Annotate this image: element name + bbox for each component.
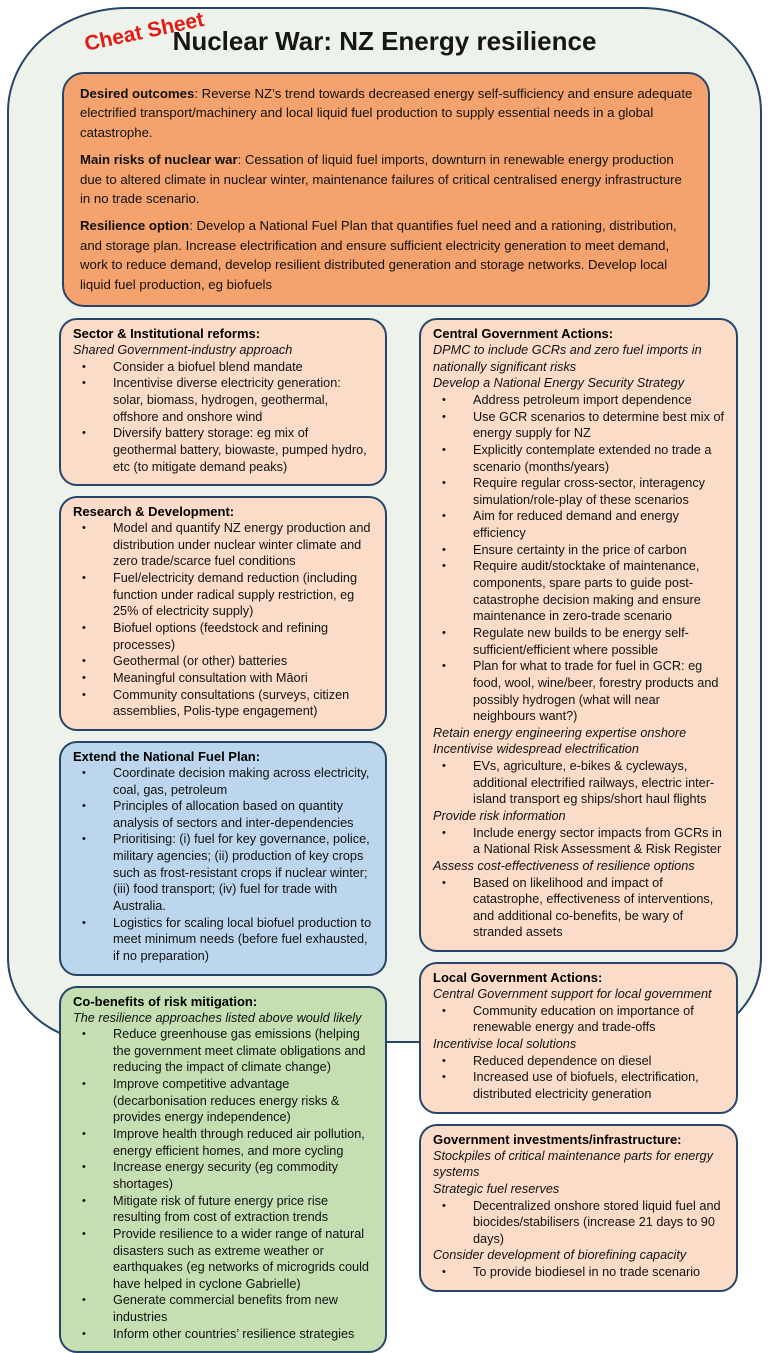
bullet-icon: •	[442, 826, 446, 839]
bullet-text: Include energy sector impacts from GCRs in a National Risk Assessment & Risk Register	[473, 825, 722, 857]
bullet-item	[433, 1003, 725, 1036]
bullet-icon: •	[442, 393, 446, 406]
bullet-icon: •	[82, 1128, 86, 1141]
bullet-text: Fuel/electricity demand reduction (including function under radical supply restriction, eg 25% of electricity supply)	[113, 571, 358, 619]
bullet-text: Increase energy security (eg commodity shortages)	[113, 1160, 338, 1191]
box-government-investments-infrastructure	[419, 1124, 738, 1292]
subheading: Develop a National Energy Security Strategy	[433, 376, 685, 391]
bullet-item	[433, 442, 725, 475]
bullet-item	[433, 1053, 725, 1070]
bullet-text: Inform other countries’ resilience strategies	[113, 1326, 355, 1341]
bullet-text: Meaningful consultation with Māori	[113, 670, 308, 685]
bullet-item	[73, 375, 374, 425]
subheading: Retain energy engineering expertise onshore	[433, 725, 687, 740]
summary-paragraph-label: Main risks of nuclear war	[80, 152, 238, 168]
subheading: Central Government support for local government	[433, 987, 712, 1002]
bullet-item	[73, 570, 374, 620]
bullet-text: Require audit/stocktake of maintenance, components, spare parts to guide post-catastrophe decision making and ensure maintenance in zero-trade scenario	[473, 559, 701, 624]
subheading: Provide risk information	[433, 809, 566, 823]
box-title: Central Government Actions:	[433, 326, 614, 342]
bullet-item	[73, 1226, 374, 1293]
bullet-text: Explicitly contemplate extended no trade a scenario (months/years)	[473, 442, 712, 474]
bullet-item	[73, 359, 374, 376]
bullet-item	[73, 1026, 374, 1076]
bullet-item	[73, 620, 374, 653]
subheading: The resilience approaches listed above would likely	[73, 1010, 362, 1025]
bullet-item	[433, 875, 725, 942]
subheading: Assess cost-effectiveness of resilience options	[433, 858, 695, 873]
subheading: Incentivise widespread electrification	[433, 742, 639, 757]
page-title: Nuclear War: NZ Energy resilience	[172, 26, 597, 56]
bullet-icon: •	[442, 1266, 446, 1279]
summary-paragraph-label: Desired outcomes	[80, 86, 195, 101]
columns	[59, 318, 725, 1353]
box-title: Sector & Institutional reforms:	[73, 326, 261, 342]
bullet-item	[73, 1326, 374, 1343]
bullet-item	[433, 1264, 725, 1281]
bullet-item	[433, 542, 725, 559]
bullet-item	[73, 1193, 374, 1226]
summary-paragraph	[80, 150, 693, 208]
bullet-icon: •	[442, 760, 446, 773]
bullet-item	[73, 687, 374, 720]
bullet-icon: •	[82, 522, 86, 535]
box-title: Government investments/infrastructure:	[433, 1131, 682, 1147]
bullet-icon: •	[82, 1028, 86, 1041]
bullet-icon: •	[82, 572, 86, 585]
box-title: Co-benefits of risk mitigation:	[73, 993, 258, 1009]
bullet-icon: •	[442, 1199, 446, 1212]
bullet-icon: •	[442, 626, 446, 639]
subheading: Stockpiles of critical maintenance parts for energy systems	[433, 1148, 713, 1180]
bullet-text: Geothermal (or other) batteries	[113, 654, 288, 669]
bullet-icon: •	[82, 1194, 86, 1207]
summary-box	[62, 72, 710, 307]
bullet-text: Improve health through reduced air pollution, energy efficient homes, and more cycling	[113, 1127, 365, 1158]
page-header	[9, 9, 760, 63]
bullet-item	[433, 409, 725, 442]
bullet-item	[433, 1198, 725, 1248]
bullet-item	[73, 670, 374, 687]
subheading: Shared Government-industry approach	[73, 343, 293, 358]
bullet-icon: •	[82, 1327, 86, 1340]
bullet-text: Diversify battery storage: eg mix of geothermal battery, biowaste, pumped hydro, etc (to mitigate demand peaks)	[113, 426, 367, 474]
bullet-text: Mitigate risk of future energy price rise resulting from cost of extraction trends	[113, 1193, 329, 1225]
bullet-icon: •	[82, 766, 86, 779]
bullet-icon: •	[442, 410, 446, 423]
box-sector-institutional-reforms	[59, 318, 387, 486]
bullet-text: Increased use of biofuels, electrification, distributed electricity generation	[473, 1070, 699, 1101]
bullet-item	[73, 1159, 374, 1192]
left-column	[59, 318, 387, 1353]
summary-paragraphs	[80, 84, 693, 294]
bullet-text: EVs, agriculture, e-bikes & cycleways, additional electrified railways, electric inter-island transport eg ships/short haul flights	[473, 759, 715, 807]
bullet-icon: •	[442, 477, 446, 490]
bullet-text: Reduce greenhouse gas emissions (helping the government meet climate obligations and reducing the impact of climate change)	[113, 1027, 366, 1075]
bullet-icon: •	[82, 671, 86, 684]
bullet-item	[433, 475, 725, 508]
bullet-item	[73, 520, 374, 570]
bullet-text: Provide resilience to a wider range of natural disasters such as extreme weather or earthquakes (eg networks of microgrids could have helped in cyclone Gabrielle)	[113, 1226, 369, 1291]
bullet-icon: •	[442, 660, 446, 673]
bullet-item	[73, 831, 374, 914]
bullet-icon: •	[82, 1078, 86, 1091]
bullet-icon: •	[82, 1227, 86, 1240]
right-column	[419, 318, 738, 1292]
bullet-icon: •	[442, 510, 446, 523]
bullet-icon: •	[82, 655, 86, 668]
subheading: Strategic fuel reserves	[433, 1181, 560, 1196]
bullet-text: Regulate new builds to be energy self-sufficient/efficient where possible	[473, 625, 689, 657]
bullet-icon: •	[442, 1004, 446, 1017]
bullet-text: Prioritising: (i) fuel for key governance, police, military agencies; (ii) production of key crops such as frost-resistant crops if nuclear winter; (iii) food transport; (iv) fuel for trade with Australia.	[113, 832, 370, 913]
summary-paragraph-text: : Develop a National Fuel Plan that quantifies fuel need and a rationing, distribution, and storage plan. Increase electrification and ensure sufficient electricity generation to meet demand, work to reduce demand, develop resilient distributed generation and storage networks. Develop local liquid fuel production, eg biofuels	[80, 218, 677, 292]
bullet-icon: •	[82, 1161, 86, 1174]
box-co-benefits-risk-mitigation	[59, 986, 387, 1353]
bullet-text: Consider a biofuel blend mandate	[113, 359, 303, 374]
box-research-development	[59, 496, 387, 731]
bullet-text: To provide biodiesel in no trade scenario	[473, 1265, 701, 1280]
box-extend-national-fuel-plan	[59, 741, 387, 976]
bullet-item	[73, 915, 374, 965]
bullet-text: Biofuel options (feedstock and refining processes)	[113, 621, 329, 652]
bullet-item	[73, 765, 374, 798]
bullet-item	[433, 825, 725, 858]
bullet-item	[433, 392, 725, 409]
bullet-icon: •	[82, 833, 86, 846]
summary-paragraph	[80, 84, 693, 142]
bullet-item	[73, 1076, 374, 1126]
summary-paragraph-text: : Cessation of liquid fuel imports, downturn in renewable energy production due to altered climate in nuclear winter, maintenance failures of critical centralised energy infrastructure in no trade scenario.	[80, 152, 682, 207]
bullet-text: Community education on importance of renewable energy and trade-offs	[473, 1003, 694, 1035]
bullet-text: Reduced dependence on diesel	[473, 1053, 652, 1068]
bullet-icon: •	[82, 360, 86, 373]
summary-paragraph-text: : Reverse NZ’s trend towards decreased energy self-sufficiency and ensure adequate electrified transport/machinery and local liquid fuel production to supply essential needs in a global catastrophe.	[80, 86, 693, 140]
bullet-icon: •	[82, 916, 86, 929]
bullet-text: Community consultations (surveys, citizen assemblies, Polis-type engagement)	[113, 687, 350, 719]
bullet-item	[73, 425, 374, 475]
bullet-item	[433, 508, 725, 541]
box-title: Local Government Actions:	[433, 970, 603, 986]
bullet-item	[73, 653, 374, 670]
bullet-text: Use GCR scenarios to determine best mix of energy supply for NZ	[473, 409, 725, 441]
bullet-icon: •	[442, 1054, 446, 1067]
bullet-text: Ensure certainty in the price of carbon	[473, 542, 687, 557]
bullet-text: Aim for reduced demand and energy efficiency	[473, 509, 679, 541]
bullet-item	[433, 758, 725, 808]
bullet-text: Decentralized onshore stored liquid fuel and biocides/stabilisers (increase 21 days to 90 days)	[473, 1198, 721, 1246]
bullet-item	[73, 1292, 374, 1325]
bullet-item	[433, 625, 725, 658]
bullet-item	[73, 1126, 374, 1159]
bullet-text: Based on likelihood and impact of catastrophe, effectiveness of interventions, and additional co-benefits, be wary of stranded assets	[473, 875, 714, 940]
box-local-government-actions	[419, 962, 738, 1113]
bullet-icon: •	[82, 1294, 86, 1307]
bullet-text: Logistics for scaling local biofuel production to meet minimum needs (before fuel exhausted, if no preparation)	[113, 915, 372, 963]
bullet-icon: •	[82, 427, 86, 440]
bullet-icon: •	[442, 443, 446, 456]
summary-paragraph-label: Resilience option	[80, 218, 190, 234]
subheading: Incentivise local solutions	[433, 1037, 577, 1052]
bullet-icon: •	[82, 688, 86, 701]
bullet-item	[433, 658, 725, 725]
bullet-icon: •	[442, 560, 446, 573]
page	[7, 7, 762, 1341]
box-central-government-actions	[419, 318, 738, 952]
box-title: Research & Development:	[73, 504, 235, 520]
bullet-text: Principles of allocation based on quantity analysis of sectors and inter-dependencies	[113, 799, 354, 830]
bullet-text: Require regular cross-sector, interagency simulation/role-play of these scenarios	[473, 476, 706, 507]
subheading: DPMC to include GCRs and zero fuel imports in nationally significant risks	[433, 343, 702, 374]
bullet-icon: •	[82, 622, 86, 635]
bullet-text: Coordinate decision making across electricity, coal, gas, petroleum	[113, 765, 370, 797]
bullet-item	[433, 558, 725, 625]
bullet-icon: •	[82, 377, 86, 390]
bullet-item	[433, 1069, 725, 1102]
bullet-text: Improve competitive advantage (decarbonisation reduces energy risks & provides energy independence)	[113, 1077, 340, 1125]
box-title: Extend the National Fuel Plan:	[73, 748, 261, 764]
subheading: Consider development of biorefining capacity	[433, 1248, 687, 1263]
bullet-item	[73, 798, 374, 831]
bullet-text: Plan for what to trade for fuel in GCR: eg food, wool, wine/beer, forestry products and possibly hydrogen (what will near neighbours want?)	[473, 659, 719, 724]
bullet-text: Model and quantify NZ energy production and distribution under nuclear winter climate and zero trade/scarce fuel conditions	[113, 521, 371, 569]
bullet-text: Generate commercial benefits from new industries	[113, 1293, 338, 1325]
summary-paragraph	[80, 216, 693, 294]
bullet-icon: •	[442, 876, 446, 889]
bullet-text: Address petroleum import dependence	[473, 392, 692, 407]
bullet-icon: •	[82, 800, 86, 813]
cheat-sheet-badge: Cheat Sheet	[82, 8, 207, 56]
bullet-text: Incentivise diverse electricity generation: solar, biomass, hydrogen, geothermal, offshore and onshore wind	[113, 376, 341, 424]
bullet-icon: •	[442, 1071, 446, 1084]
bullet-icon: •	[442, 543, 446, 556]
